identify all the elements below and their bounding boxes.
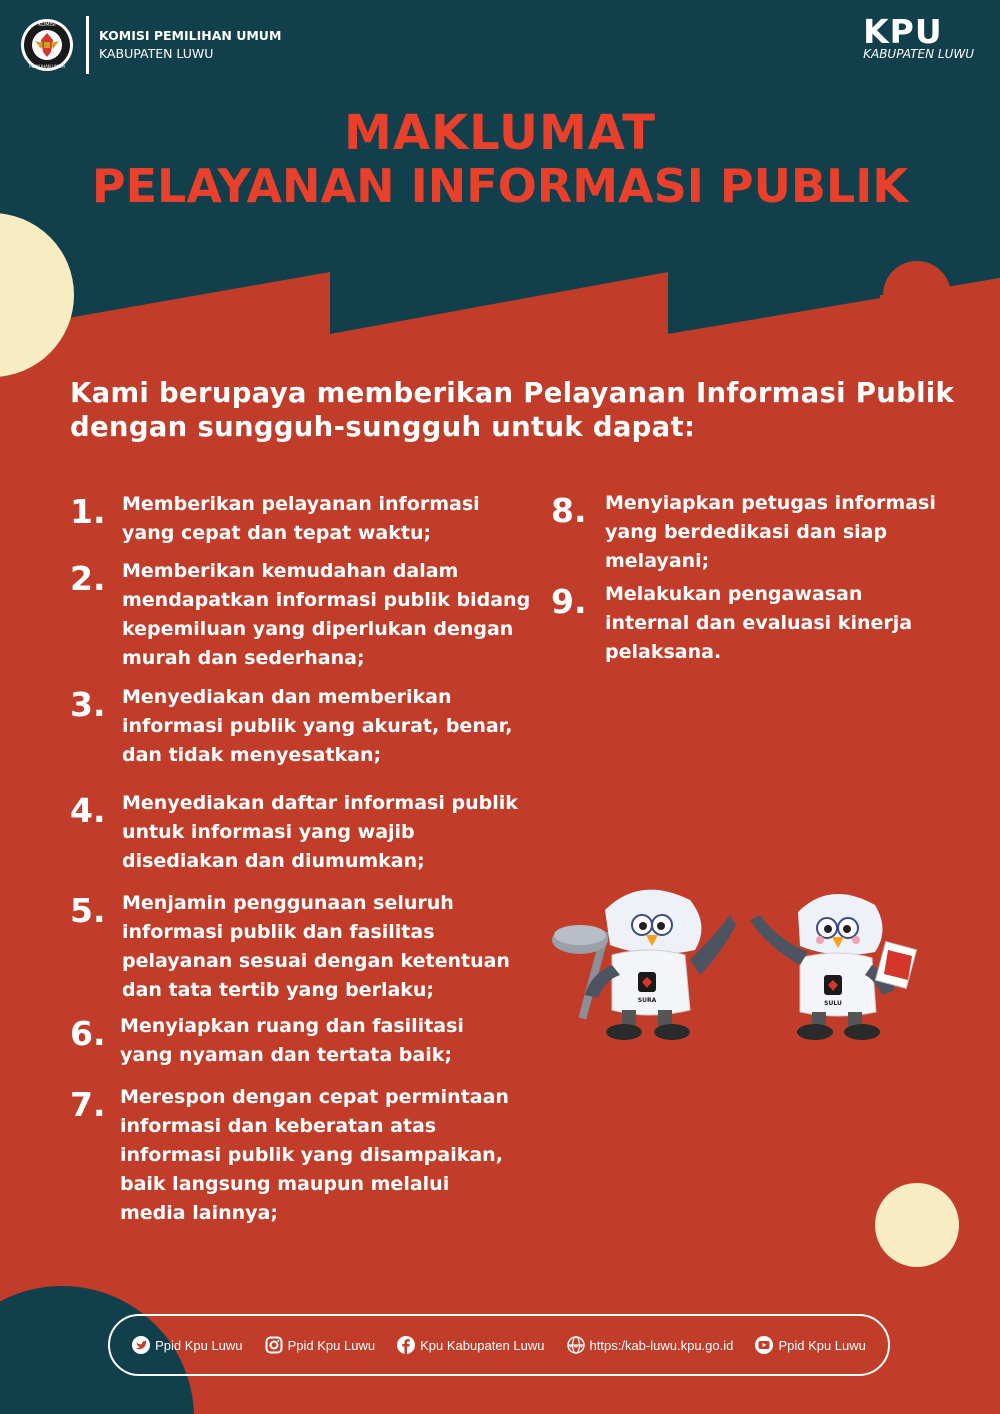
org-name: KOMISI PEMILIHAN UMUM: [99, 28, 282, 43]
item-number: 7.: [70, 1085, 106, 1124]
kpu-logo-sub: KABUPATEN LUWU: [863, 47, 974, 61]
item-number: 4.: [70, 791, 106, 830]
item-text: Menyediakan daftar informasi publik untuk informasi yang wajib disediakan dan diumumkan;: [122, 792, 518, 872]
social-facebook[interactable]: [397, 1336, 544, 1354]
header-divider: [86, 16, 89, 74]
title-line-1: MAKLUMAT: [344, 105, 656, 161]
item-number: 2.: [70, 559, 106, 598]
mascot-sulu-label: SULU: [824, 1000, 842, 1007]
kpu-logo-word: KPU: [863, 12, 943, 51]
title-line-2: PELAYANAN INFORMASI PUBLIK: [91, 159, 909, 213]
seal-text-top: KOMISI: [38, 22, 56, 28]
kpu-logo: [863, 14, 974, 60]
web-icon: [567, 1336, 585, 1354]
bottom-right-cream-circle: [875, 1183, 959, 1267]
instagram-icon: [265, 1336, 283, 1354]
item-number: 8.: [551, 491, 587, 530]
item-text: Melakukan pengawasan internal dan evaluasi kinerja pelaksana.: [605, 583, 913, 663]
item-number: 1.: [70, 492, 106, 531]
social-facebook-label: Kpu Kabupaten Luwu: [420, 1337, 545, 1353]
social-twitter[interactable]: [132, 1336, 242, 1354]
page-title: [0, 105, 1000, 214]
intro-text: Kami berupaya memberikan Pelayanan Informasi Publik dengan sungguh-sungguh untuk dapat:: [70, 377, 955, 443]
item-number: 3.: [70, 685, 106, 724]
item-text: Menyediakan dan memberikan informasi publik yang akurat, benar, dan tidak menyesatkan;: [122, 686, 513, 766]
social-twitter-label: Ppid Kpu Luwu: [155, 1337, 243, 1353]
social-instagram[interactable]: [265, 1336, 375, 1354]
kpu-seal-icon: [20, 14, 74, 76]
item-text: Menjamin penggunaan seluruh informasi publik dan fasilitas pelayanan sesuai dengan ketentuan dan tata tertib yang berlaku;: [122, 892, 510, 1001]
item-text: Menyiapkan ruang dan fasilitasi yang nyaman dan tertata baik;: [120, 1015, 464, 1066]
social-footer: [108, 1314, 890, 1376]
seal-text-bottom: PEMILIHAN UMUM: [29, 64, 65, 69]
youtube-icon: [755, 1336, 773, 1354]
facebook-icon: [397, 1336, 415, 1354]
item-text: Merespon dengan cepat permintaan informasi dan keberatan atas informasi publik yang disampaikan, baik langsung maupun melalui media lainnya;: [120, 1086, 509, 1224]
mascot-sura-label: SURA: [637, 997, 657, 1004]
item-number: 6.: [70, 1014, 106, 1053]
header-left: [20, 14, 281, 76]
org-text: [99, 27, 281, 63]
item-number: 9.: [551, 582, 587, 621]
org-region: KABUPATEN LUWU: [99, 46, 214, 61]
social-website-label: https:/kab-luwu.kpu.go.id: [589, 1337, 734, 1353]
item-number: 5.: [70, 891, 106, 930]
item-text: Memberikan pelayanan informasi yang cepat dan tepat waktu;: [122, 493, 480, 544]
social-youtube[interactable]: [755, 1336, 865, 1354]
item-text: Menyiapkan petugas informasi yang berdedikasi dan siap melayani;: [605, 492, 936, 572]
item-text: Memberikan kemudahan dalam mendapatkan informasi publik bidang kepemiluan yang diperlukan dengan murah dan sederhana;: [122, 560, 531, 669]
social-youtube-label: Ppid Kpu Luwu: [778, 1337, 866, 1353]
mascot-sura: [552, 890, 736, 1040]
twitter-icon: [132, 1336, 150, 1354]
mascot-sulu: [750, 894, 917, 1040]
mascot-illustration: [550, 880, 920, 1050]
social-instagram-label: Ppid Kpu Luwu: [287, 1337, 376, 1353]
social-website[interactable]: [567, 1336, 734, 1354]
svg-text:www: www: [568, 1343, 583, 1350]
